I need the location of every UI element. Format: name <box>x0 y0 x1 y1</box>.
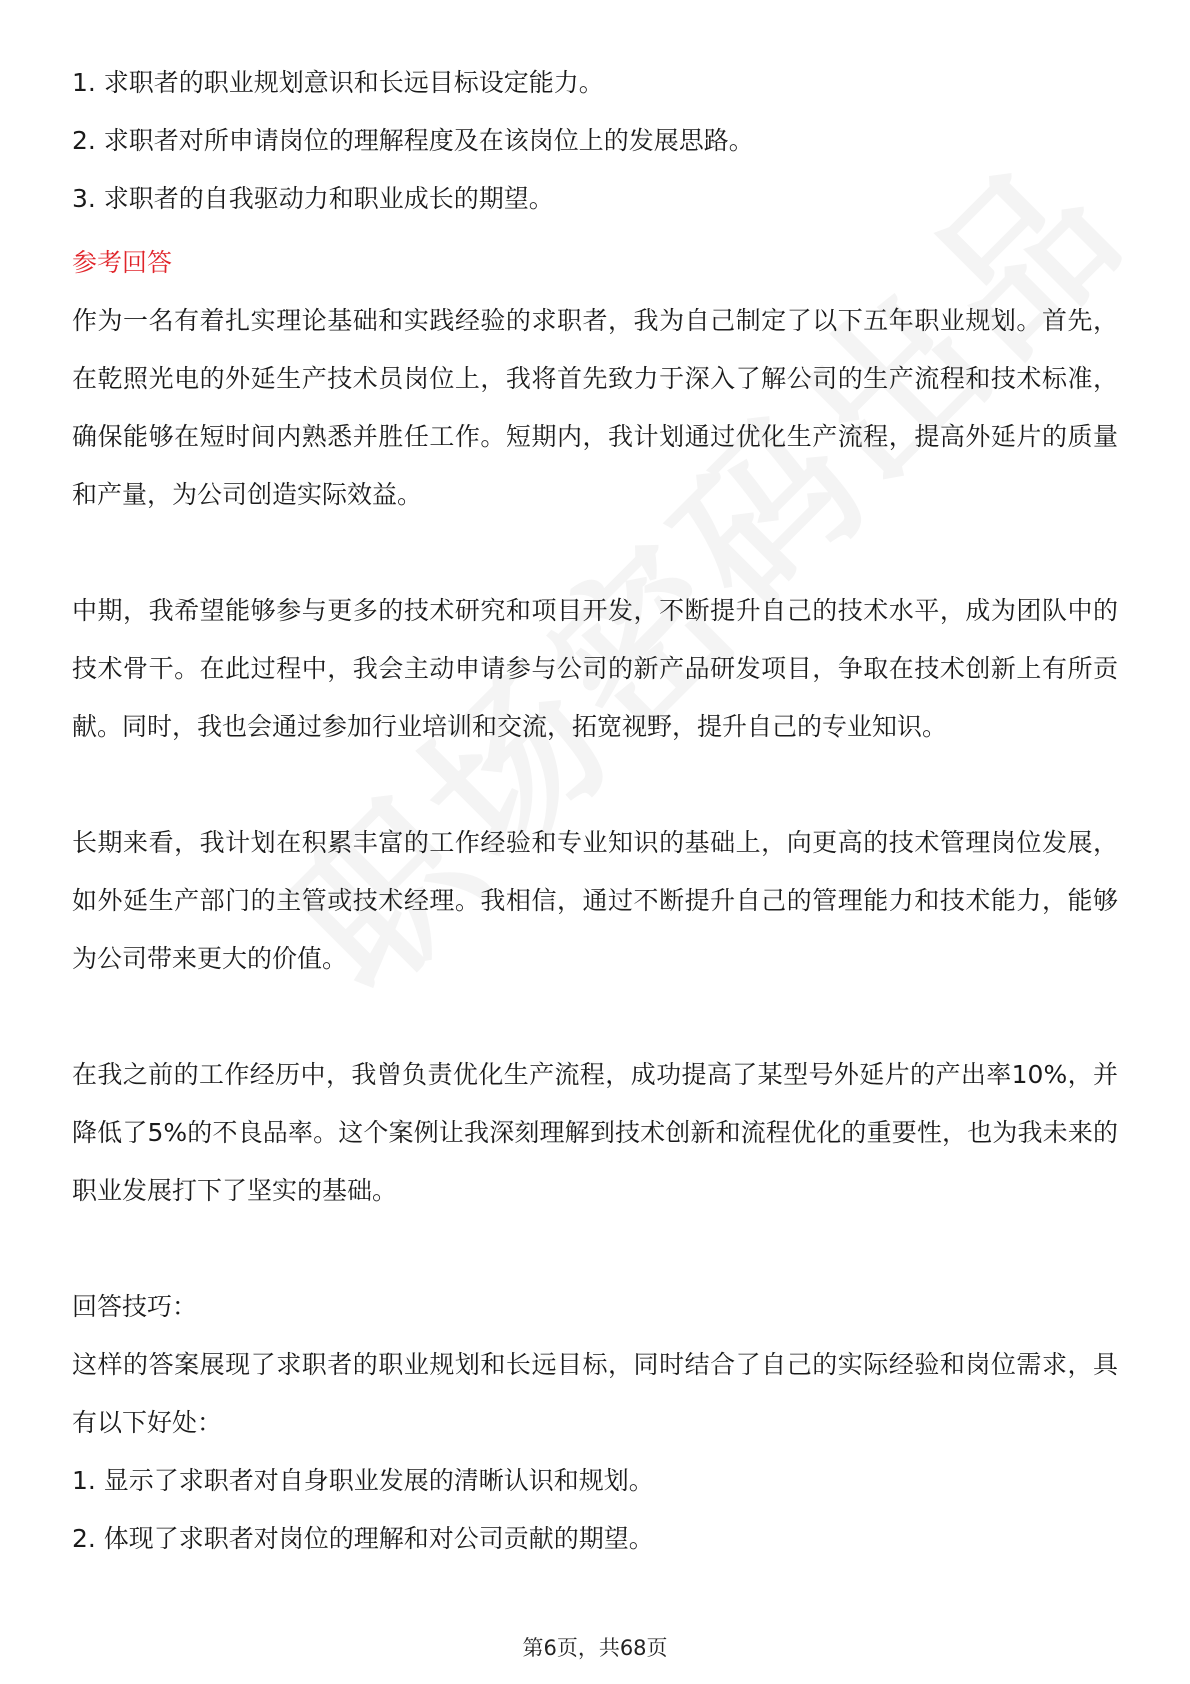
intro-item-2: 2. 求职者对所申请岗位的理解程度及在该岗位上的发展思路。 <box>72 126 754 155</box>
intro-item-3: 3. 求职者的自我驱动力和职业成长的期望。 <box>72 184 554 213</box>
answer-paragraph-1: 作为一名有着扎实理论基础和实践经验的求职者，我为自己制定了以下五年职业规划。首先，在乾照光电的外延生产技术员岗位上，我将首先致力于深入了解公司的生产流程和技术标准，确保能够在短时间内熟悉并胜任工作。短期内，我计划通过优化生产流程，提高外延片的质量和产量，为公司创造实际效益。 <box>72 306 1118 509</box>
page-footer: 第6页，共68页 <box>522 1636 668 1660</box>
tips-item-2: 2. 体现了求职者对岗位的理解和对公司贡献的期望。 <box>72 1524 654 1553</box>
answer-paragraph-2: 中期，我希望能够参与更多的技术研究和项目开发，不断提升自己的技术水平，成为团队中的技术骨干。在此过程中，我会主动申请参与公司的新产品研发项目，争取在技术创新上有所贡献。同时，我也会通过参加行业培训和交流，拓宽视野，提升自己的专业知识。 <box>72 596 1118 741</box>
answer-paragraph-4: 在我之前的工作经历中，我曾负责优化生产流程，成功提高了某型号外延片的产出率10%，并降低了5%的不良品率。这个案例让我深刻理解到技术创新和流程优化的重要性，也为我未来的职业发展打下了坚实的基础。 <box>72 1060 1118 1205</box>
answer-paragraph-3: 长期来看，我计划在积累丰富的工作经验和专业知识的基础上，向更高的技术管理岗位发展，如外延生产部门的主管或技术经理。我相信，通过不断提升自己的管理能力和技术能力，能够为公司带来更大的价值。 <box>72 828 1118 973</box>
document-body <box>72 54 1118 1568</box>
intro-item-1: 1. 求职者的职业规划意识和长远目标设定能力。 <box>72 68 604 97</box>
answer-heading: 参考回答 <box>72 248 173 277</box>
tips-heading: 回答技巧： <box>72 1292 198 1321</box>
tips-paragraph: 这样的答案展现了求职者的职业规划和长远目标，同时结合了自己的实际经验和岗位需求，具有以下好处： <box>72 1350 1118 1437</box>
tips-item-1: 1. 显示了求职者对自身职业发展的清晰认识和规划。 <box>72 1466 654 1495</box>
